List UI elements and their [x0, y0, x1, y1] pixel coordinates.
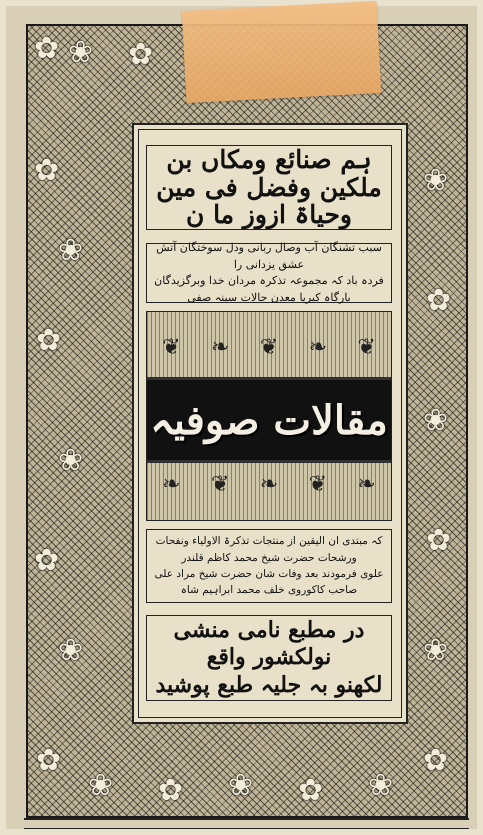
- ornamental-border: [26, 24, 468, 818]
- bottom-rule: [24, 818, 469, 829]
- description-line: علوی فرمودند بعد وفات شان حضرت شیخ مراد علی صاحب کاکوروی خلف محمد ابراہیم شاہ: [154, 568, 384, 597]
- scroll-ornament-icon: ❧ ❦ ❧ ❦ ❧: [162, 472, 376, 497]
- flower-ornament-icon: ❀: [58, 233, 84, 268]
- title-band: [147, 377, 391, 463]
- flower-ornament-icon: ✿: [34, 153, 60, 188]
- flower-ornament-icon: ✿: [158, 773, 184, 808]
- text-panel: [132, 123, 408, 724]
- flower-ornament-icon: ❀: [423, 403, 449, 438]
- imprint-block: [146, 615, 392, 701]
- flower-ornament-icon: ❀: [88, 768, 114, 803]
- flower-ornament-icon: ❀: [228, 768, 254, 803]
- subtitle-line: فردہ باد کہ مجموعہ تذکرہ مردان خدا وبرگزیدگان بارگاہ کبریا معدن حالات سینہ صفی: [154, 274, 384, 304]
- flower-ornament-icon: ❀: [68, 35, 94, 70]
- flower-ornament-icon: ✿: [36, 323, 62, 358]
- top-heading-text: ہم صنائع ومکاں بن ملکین وفضل فی مین وحیاۃ ازوز ما ن: [156, 145, 382, 230]
- flower-ornament-icon: ✿: [128, 37, 154, 72]
- subtitle-line: سبب تشنگان آب وصال ربانی ودل سوختگان آتش عشق یزدانی را: [156, 241, 382, 271]
- flower-ornament-icon: ❀: [368, 768, 394, 803]
- imprint-line: در مطبع نامی منشی نولکشور واقع: [173, 616, 365, 671]
- description-block: [146, 529, 392, 603]
- flower-ornament-icon: ✿: [298, 773, 324, 808]
- flower-ornament-icon: ✿: [34, 31, 60, 66]
- imprint-line: لکھنو بہ جلیہ طبع پوشید: [155, 671, 383, 698]
- scroll-ornament-icon: ❦ ❧ ❦ ❧ ❦: [162, 335, 376, 360]
- book-cover: [6, 6, 477, 829]
- title-cartouche: [146, 311, 392, 521]
- flower-ornament-icon: ✿: [36, 743, 62, 778]
- flower-ornament-icon: ✿: [34, 543, 60, 578]
- flower-ornament-icon: ❀: [58, 443, 84, 478]
- top-heading: [146, 145, 392, 230]
- flower-ornament-icon: ❀: [423, 163, 449, 198]
- flower-ornament-icon: ❀: [58, 633, 84, 668]
- flower-ornament-icon: ✿: [423, 743, 449, 778]
- flower-ornament-icon: ✿: [426, 523, 452, 558]
- description-line: کہ مبتدی ان الیقین از منتجات تذکرۃ الاولیاء ونفحات ورشحات حضرت شیخ محمد کاظم قلندر: [155, 535, 383, 564]
- flower-ornament-icon: ❀: [423, 633, 449, 668]
- book-title: مقالات صوفیہ: [150, 396, 388, 444]
- flower-ornament-icon: ✿: [426, 283, 452, 318]
- subtitle-block: [146, 243, 392, 303]
- adhesive-tape: [182, 1, 382, 103]
